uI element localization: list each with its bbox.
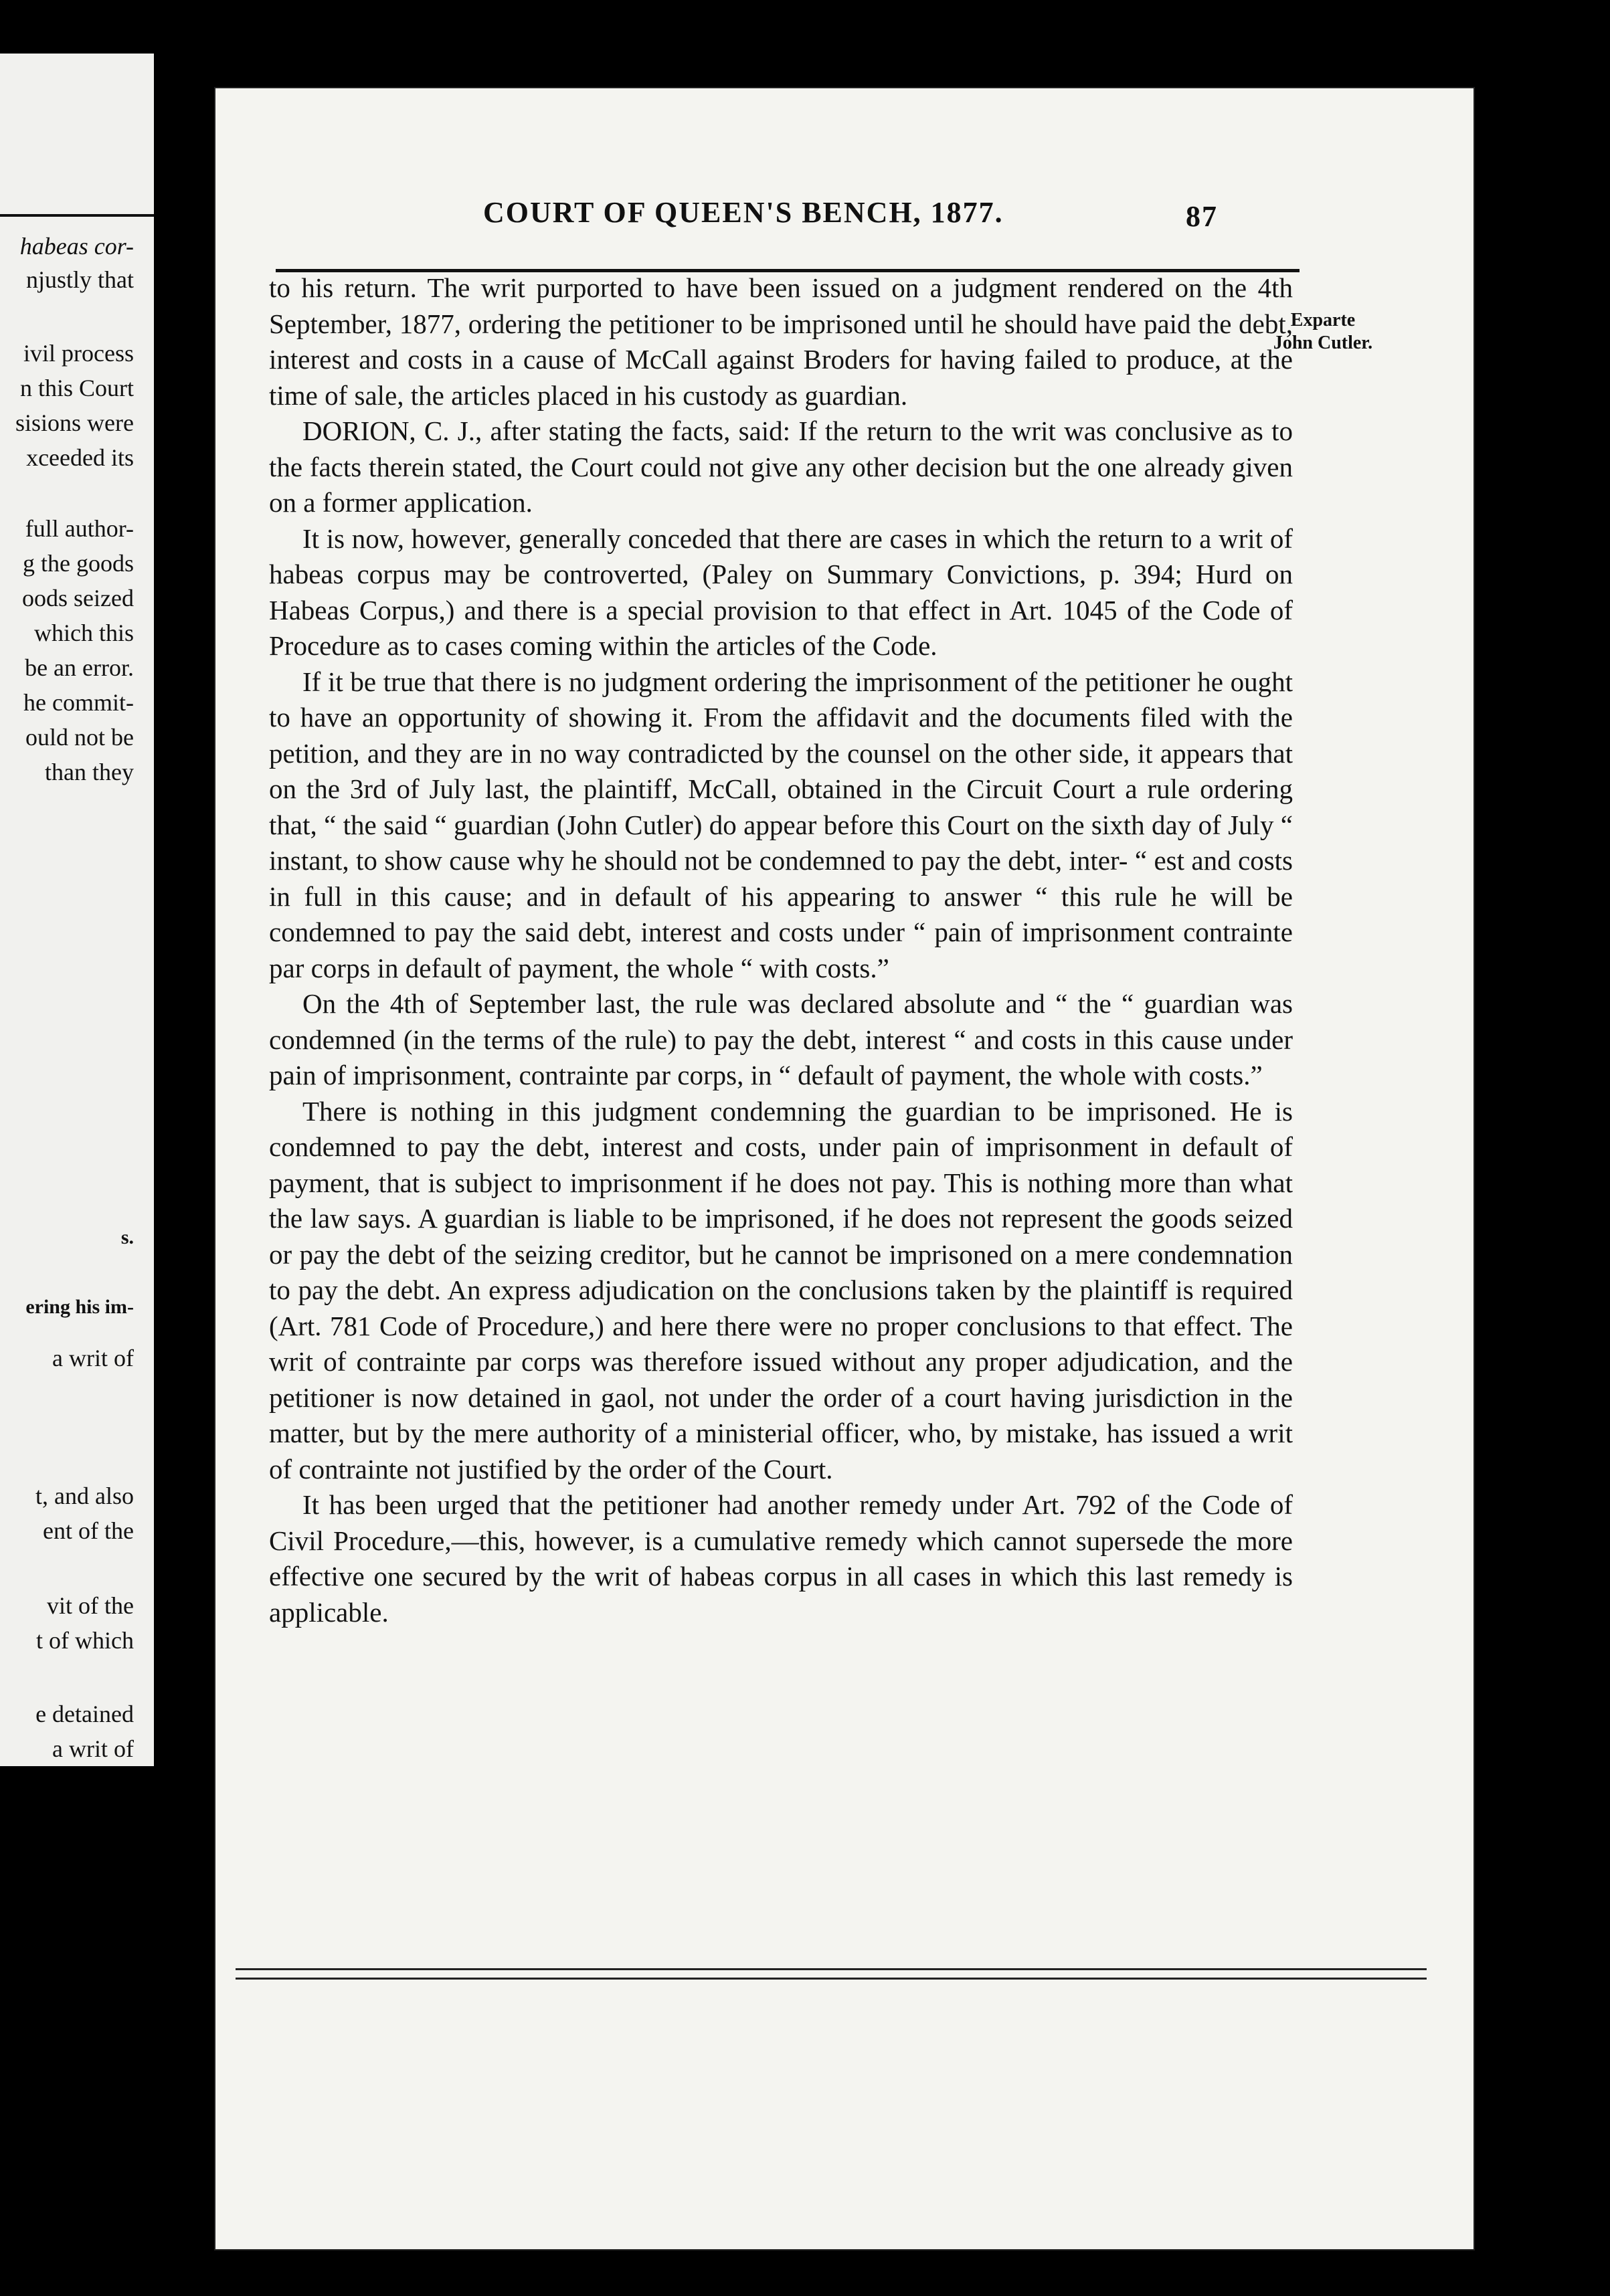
page-number: 87 bbox=[1186, 200, 1218, 233]
left-page-line: ould not be bbox=[25, 724, 134, 751]
left-page-line: ering his im- bbox=[25, 1296, 134, 1318]
left-page-line: oods seized bbox=[22, 585, 134, 611]
paragraph: to his return. The writ purported to have been issued on a judgment rendered on the 4th September, 1877, ordering the petitioner to be imprisoned until he should have paid the debt, interest and costs in a cause of McCall against Broders for having failed to produce, at the time of sale, the articles placed in his custody as guardian. bbox=[269, 272, 1293, 411]
left-page-fragment bbox=[0, 54, 154, 1766]
left-page-line: s. bbox=[120, 1226, 134, 1248]
left-page-line: e detained bbox=[35, 1701, 134, 1727]
left-page-line: n this Court bbox=[19, 375, 134, 401]
paragraph: If it be true that there is no judgment ordering the imprisonment of the petitioner he ought to have an opportunity of showing it. From the affidavit and the documents filed with the petition, and they are in no way contradicted by the counsel on the other side, it appears that on the 3rd of July last, the plaintiff, McCall, obtained in the Circuit Court a rule ordering that, “ the said “ guardian (John Cutler) do appear before this Court on the sixth day of July “ instant, to show cause why he should not be condemned to pay the debt, inter- “ est and costs in full in this cause; and in default of his appearing to answer “ this rule he will be condemned to pay the said debt, interest and costs under “ pain of imprisonment contrainte par corps in default of payment, the whole “ with costs.” bbox=[269, 666, 1293, 983]
left-page-line: ivil process bbox=[23, 340, 134, 367]
marginal-note-line: Exparte bbox=[1290, 310, 1356, 330]
left-page-line: a writ of bbox=[52, 1345, 134, 1371]
paragraph: It is now, however, generally conceded that there are cases in which the return to a writ of habeas corpus may be controverted, (Paley on Summary Convictions, p. 394; Hurd on Habeas Corpus,) and there is a special provision to that effect in Art. 1045 of the Code of Procedure as to cases coming within the articles of the Code. bbox=[269, 522, 1293, 661]
book-page bbox=[214, 87, 1475, 2251]
paragraph: There is nothing in this judgment condemning the guardian to be imprisoned. He is condemned to pay the debt, interest and costs, under pain of imprisonment in default of payment, that is subject to imprisonment if he does not pay. This is nothing more than what the law says. A guardian is liable to be imprisoned, if he does not represent the goods seized or pay the debt of the seizing creditor, but he cannot be imprisoned on a mere condemnation to pay the debt. An express adjudication on the conclusions taken by the plaintiff is required (Art. 781 Code of Procedure,) and here there were no proper conclusions to that effect. The writ of contrainte par corps was therefore issued without any proper adjudication, and the petitioner is now detained in gaol, not under the order of a court having jurisdiction in the matter, but by the mere authority of a ministerial officer, who, by mistake, has issued a writ of contrainte not justified by the order of the Court. bbox=[269, 1095, 1293, 1485]
page-title: COURT OF QUEEN'S BENCH, 1877. bbox=[483, 196, 1004, 229]
left-page-rule bbox=[0, 214, 154, 217]
footer-rule bbox=[236, 1968, 1427, 1970]
left-page-line: njustly that bbox=[26, 266, 134, 293]
left-page-line: t of which bbox=[36, 1627, 134, 1654]
left-page-line: full author- bbox=[25, 515, 134, 542]
left-page-line: sisions were bbox=[15, 409, 134, 436]
marginal-note-line: John Cutler. bbox=[1273, 332, 1373, 353]
left-page-line: which this bbox=[34, 619, 134, 646]
left-page-line: vit of the bbox=[47, 1592, 134, 1619]
left-page-line: g the goods bbox=[23, 550, 134, 577]
paragraph: On the 4th of September last, the rule was declared absolute and “ the “ guardian was condemned (in the terms of the rule) to pay the debt, interest “ and costs in this cause under pain of imprisonment, contrainte par corps, in “ default of payment, the whole with costs.” bbox=[269, 988, 1293, 1090]
left-page-line: a writ of bbox=[52, 1735, 134, 1762]
body-text bbox=[269, 270, 1293, 1630]
left-page-line: he commit- bbox=[23, 689, 134, 716]
footer-rule bbox=[236, 1978, 1427, 1980]
paragraph: DORION, C. J., after stating the facts, said: If the return to the writ was conclusive as to the facts therein stated, the Court could not give any other decision but the one already given on a former application. bbox=[269, 415, 1293, 518]
left-page-line: t, and also bbox=[35, 1482, 134, 1509]
paragraph: It has been urged that the petitioner had another remedy under Art. 792 of the Code of Civil Procedure,—this, however, is a cumulative remedy which cannot supersede the more effective one secured by the writ of habeas corpus in all cases in which this last remedy is applicable. bbox=[269, 1489, 1293, 1628]
left-page-line: be an error. bbox=[25, 654, 134, 681]
left-page-line: than they bbox=[45, 759, 134, 785]
left-page-line: ent of the bbox=[43, 1517, 134, 1544]
left-page-line: xceeded its bbox=[26, 444, 134, 471]
left-page-line: habeas cor- bbox=[19, 233, 134, 260]
